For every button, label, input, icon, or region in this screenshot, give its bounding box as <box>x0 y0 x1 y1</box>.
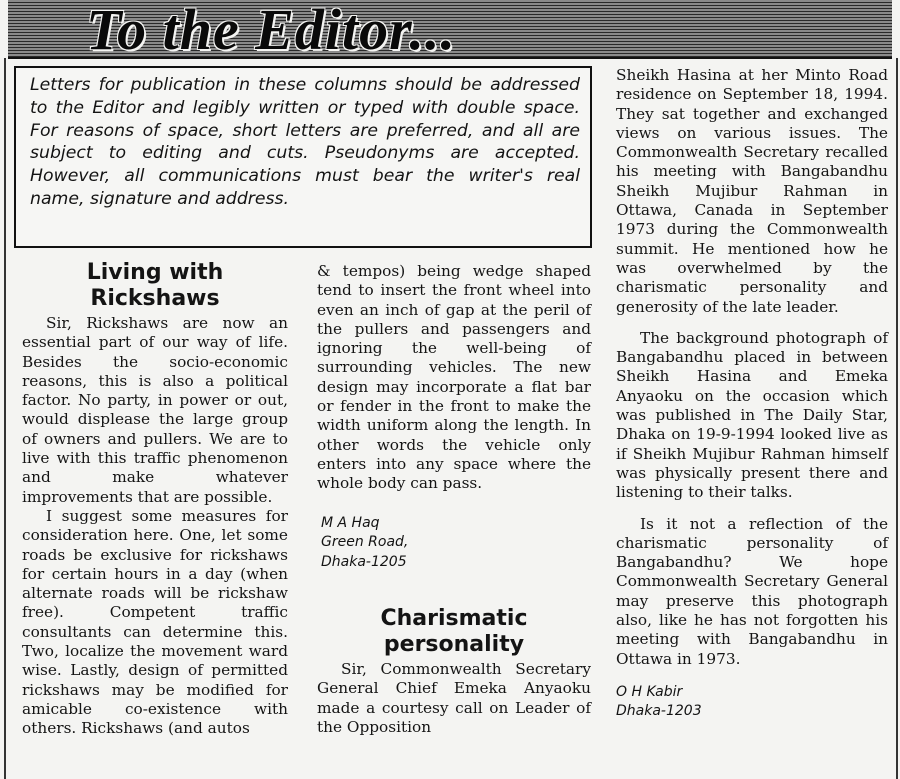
letter2-signature <box>616 683 888 722</box>
letter1-signature <box>317 514 591 573</box>
letter1-column <box>22 260 288 739</box>
letter2-headline-line1: Charismatic <box>380 606 528 632</box>
spacer <box>616 317 888 329</box>
letter2-headline-line2: personality <box>383 632 525 658</box>
letter2-sig-city: Dhaka-1203 <box>616 703 702 720</box>
letter1-headline-line1: Living with <box>86 260 224 285</box>
letter2-continued-column <box>616 66 888 722</box>
letter2-paragraph-4: Is it not a reflection of the charismatic personality of Bangabandhu? We hope Commonwealth Secretary General may preserve this photograph also, like he has not forgotten his meeting with Bangabandhu in Ottawa in 1973. <box>616 514 888 668</box>
letter1-paragraph-2: I suggest some measures for consideration here. One, let some roads be exclusive for rickshaws for certain hours in a day (when alternate roads will be rickshaw free). Competent traffic consultants can determine this. Two, localize the movement ward wise. Lastly, design of permitted rickshaws may be modified for amicable co-existence with others. Rickshaws (and autos <box>22 506 288 738</box>
letter1-sig-city: Dhaka-1205 <box>321 553 407 570</box>
spacer <box>317 494 591 514</box>
letter2-sig-name: O H Kabir <box>616 683 683 700</box>
letter1-paragraph-3: & tempos) being wedge shaped tend to insert the front wheel into even an inch of gap at the peril of the pullers and passengers and ignoring the well-being of surrounding vehicles. The new design may incorporate a flat bar or fender in the front to make the width uniform along the length. In other words the vehicle only enters into any space where the whole body can pass. <box>317 262 591 493</box>
letter1-paragraph-1: Sir, Rickshaws are now an essential part of our way of life. Besides the socio-economic reasons, this is also a political factor. No party, in power or out, would displease the large group of owners and pullers. We are to live with this traffic phenomenon and make whatever improvements that are possible. <box>22 314 288 506</box>
spacer <box>616 503 888 515</box>
letter1-continued-column <box>317 262 591 737</box>
left-border-rule <box>4 58 6 779</box>
section-title: To the Editor... <box>86 0 457 59</box>
right-border-rule <box>896 58 898 779</box>
letter1-headline-line2: Rickshaws <box>90 286 220 311</box>
letter2-paragraph-2: Sheikh Hasina at her Minto Road residence on September 18, 1994. They sat together and exchanged views on various issues. The Commonwealth Secretary recalled his meeting with Bangabandhu Sheikh Mujibur Rahman in Ottawa, Canada in September 1973 during the Commonwealth summit. He mentioned how he was overwhelmed by the charismatic personality and generosity of the late leader. <box>616 66 888 316</box>
letter1-headline <box>22 260 288 312</box>
letter1-sig-name: M A Haq <box>321 514 380 531</box>
letter2-paragraph-1: Sir, Commonwealth Secretary General Chief Emeka Anyaoku made a courtesy call on Leader of the Opposition <box>317 660 591 736</box>
spacer <box>317 572 591 606</box>
letter1-sig-address: Green Road, <box>321 534 409 551</box>
section-banner <box>8 0 892 59</box>
letter2-paragraph-3: The background photograph of Bangabandhu placed in between Sheikh Hasina and Emeka Anyaoku on the occasion which was published in The Daily Star, Dhaka on 19-9-1994 looked live as if Sheikh Mujibur Rahman himself was physically present there and listening to their talks. <box>616 328 888 502</box>
editorial-notice-box: Letters for publication in these columns should be addressed to the Editor and legibly written or typed with double space. For reasons of space, short letters are preferred, and all are subject to editing and cuts. Pseudonyms are accepted. However, all communications must bear the writer's real name, signature and address. <box>14 66 592 248</box>
letter2-headline <box>317 606 591 658</box>
spacer <box>616 669 888 683</box>
